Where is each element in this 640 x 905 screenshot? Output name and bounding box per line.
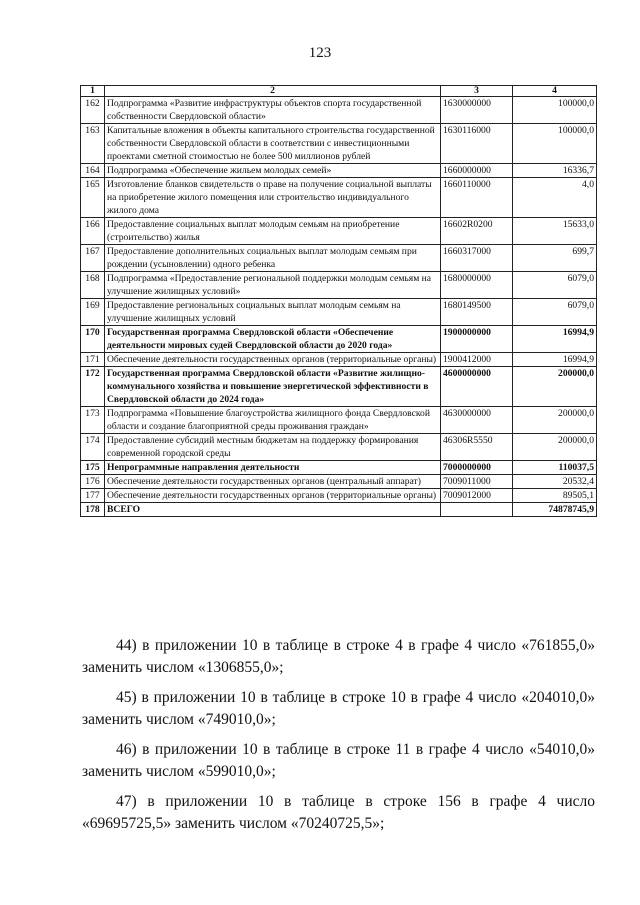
amendment-paragraph: 44) в приложении 10 в таблице в строке 4 в графе 4 число «761855,0» заменить числом «1306855,0»; — [82, 637, 595, 676]
row-number-cell: 169 — [81, 299, 105, 326]
row-name-cell: Государственная программа Свердловской области «Развитие жилищно-коммунального хозяйства и повышение энергетической эффективности в Свердловской области до 2024 года» — [105, 367, 441, 407]
table-row — [81, 461, 597, 475]
table-row — [81, 164, 597, 178]
row-value-cell: 16994,9 — [513, 353, 597, 367]
row-number-cell: 175 — [81, 461, 105, 475]
row-value-cell: 6079,0 — [513, 299, 597, 326]
amendment-paragraph: 45) в приложении 10 в таблице в строке 10 в графе 4 число «204010,0» заменить числом «749010,0»; — [82, 689, 595, 728]
table-row — [81, 326, 597, 353]
budget-table — [80, 85, 597, 517]
row-value-cell: 15633,0 — [513, 218, 597, 245]
row-code-cell: 1660000000 — [441, 164, 513, 178]
table-row — [81, 218, 597, 245]
row-number-cell: 174 — [81, 434, 105, 461]
row-value-cell: 100000,0 — [513, 97, 597, 124]
table-row — [81, 124, 597, 164]
table-row — [81, 475, 597, 489]
amendment-paragraph: 47) в приложении 10 в таблице в строке 156 в графе 4 число «69695725,5» заменить числом «70240725,5»; — [82, 793, 595, 832]
table-body — [81, 97, 597, 517]
row-number-cell: 170 — [81, 326, 105, 353]
table-row — [81, 272, 597, 299]
header-col-4: 4 — [513, 86, 597, 97]
row-value-cell: 89505,1 — [513, 489, 597, 503]
row-code-cell: 1660110000 — [441, 178, 513, 218]
row-code-cell: 7000000000 — [441, 461, 513, 475]
row-name-cell: Обеспечение деятельности государственных органов (центральный аппарат) — [105, 475, 441, 489]
row-name-cell: Предоставление социальных выплат молодым семьям на приобретение (строительство) жилья — [105, 218, 441, 245]
row-value-cell: 200000,0 — [513, 407, 597, 434]
row-code-cell — [441, 503, 513, 517]
row-name-cell: Предоставление дополнительных социальных выплат молодым семьям при рождении (усыновлении) одного ребенка — [105, 245, 441, 272]
row-code-cell: 1900000000 — [441, 326, 513, 353]
row-code-cell: 1680149500 — [441, 299, 513, 326]
row-number-cell: 163 — [81, 124, 105, 164]
row-number-cell: 173 — [81, 407, 105, 434]
table-header-row — [81, 86, 597, 97]
row-number-cell: 176 — [81, 475, 105, 489]
row-code-cell: 7009011000 — [441, 475, 513, 489]
row-number-cell: 172 — [81, 367, 105, 407]
row-name-cell: Подпрограмма «Повышение благоустройства жилищного фонда Свердловской области и создание благоприятной среды проживания граждан» — [105, 407, 441, 434]
row-name-cell: Обеспечение деятельности государственных органов (территориальные органы) — [105, 489, 441, 503]
amendment-paragraph: 46) в приложении 10 в таблице в строке 11 в графе 4 число «54010,0» заменить числом «599010,0»; — [82, 741, 595, 780]
row-value-cell: 6079,0 — [513, 272, 597, 299]
header-col-2: 2 — [105, 86, 441, 97]
header-col-3: 3 — [441, 86, 513, 97]
row-code-cell: 4600000000 — [441, 367, 513, 407]
row-name-cell: ВСЕГО — [105, 503, 441, 517]
row-code-cell: 1900412000 — [441, 353, 513, 367]
row-code-cell: 16602R0200 — [441, 218, 513, 245]
table-row — [81, 245, 597, 272]
row-name-cell: Государственная программа Свердловской области «Обеспечение деятельности мировых судей Свердловской области до 2020 года» — [105, 326, 441, 353]
row-value-cell: 16994,9 — [513, 326, 597, 353]
row-code-cell: 1660317000 — [441, 245, 513, 272]
row-number-cell: 167 — [81, 245, 105, 272]
row-name-cell: Предоставление субсидий местным бюджетам на поддержку формирования современной городской среды — [105, 434, 441, 461]
table-row — [81, 178, 597, 218]
table-row — [81, 97, 597, 124]
row-number-cell: 164 — [81, 164, 105, 178]
row-number-cell: 166 — [81, 218, 105, 245]
row-value-cell: 110037,5 — [513, 461, 597, 475]
row-number-cell: 177 — [81, 489, 105, 503]
row-number-cell: 168 — [81, 272, 105, 299]
table-row — [81, 489, 597, 503]
row-name-cell: Предоставление региональных социальных выплат молодым семьям на улучшение жилищных условий — [105, 299, 441, 326]
row-value-cell: 74878745,9 — [513, 503, 597, 517]
row-value-cell: 699,7 — [513, 245, 597, 272]
amendments-list — [82, 635, 595, 843]
row-code-cell: 1680000000 — [441, 272, 513, 299]
row-code-cell: 7009012000 — [441, 489, 513, 503]
row-value-cell: 200000,0 — [513, 434, 597, 461]
row-name-cell: Подпрограмма «Обеспечение жильем молодых семей» — [105, 164, 441, 178]
row-code-cell: 1630000000 — [441, 97, 513, 124]
row-number-cell: 171 — [81, 353, 105, 367]
row-value-cell: 4,0 — [513, 178, 597, 218]
table-row — [81, 503, 597, 517]
table-row — [81, 407, 597, 434]
page-number: 123 — [308, 45, 332, 61]
row-name-cell: Непрограммные направления деятельности — [105, 461, 441, 475]
row-name-cell: Изготовление бланков свидетельств о праве на получение социальной выплаты на приобретение жилого помещения или строительство индивидуального жилого дома — [105, 178, 441, 218]
table-row — [81, 434, 597, 461]
row-code-cell: 4630000000 — [441, 407, 513, 434]
row-value-cell: 20532,4 — [513, 475, 597, 489]
row-value-cell: 100000,0 — [513, 124, 597, 164]
row-name-cell: Обеспечение деятельности государственных органов (территориальные органы) — [105, 353, 441, 367]
row-name-cell: Подпрограмма «Предоставление региональной поддержки молодым семьям на улучшение жилищных условий» — [105, 272, 441, 299]
row-name-cell: Подпрограмма «Развитие инфраструктуры объектов спорта государственной собственности Свердловской области» — [105, 97, 441, 124]
row-code-cell: 46306R5550 — [441, 434, 513, 461]
row-value-cell: 200000,0 — [513, 367, 597, 407]
row-value-cell: 16336,7 — [513, 164, 597, 178]
table-row — [81, 367, 597, 407]
table-row — [81, 299, 597, 326]
header-col-1: 1 — [81, 86, 105, 97]
row-number-cell: 178 — [81, 503, 105, 517]
table-row — [81, 353, 597, 367]
row-number-cell: 165 — [81, 178, 105, 218]
row-code-cell: 1630116000 — [441, 124, 513, 164]
row-number-cell: 162 — [81, 97, 105, 124]
row-name-cell: Капитальные вложения в объекты капитального строительства государственной собственности Свердловской области в соответствии с инвестиционными проектами сметной стоимостью не более 500 миллионов рублей — [105, 124, 441, 164]
